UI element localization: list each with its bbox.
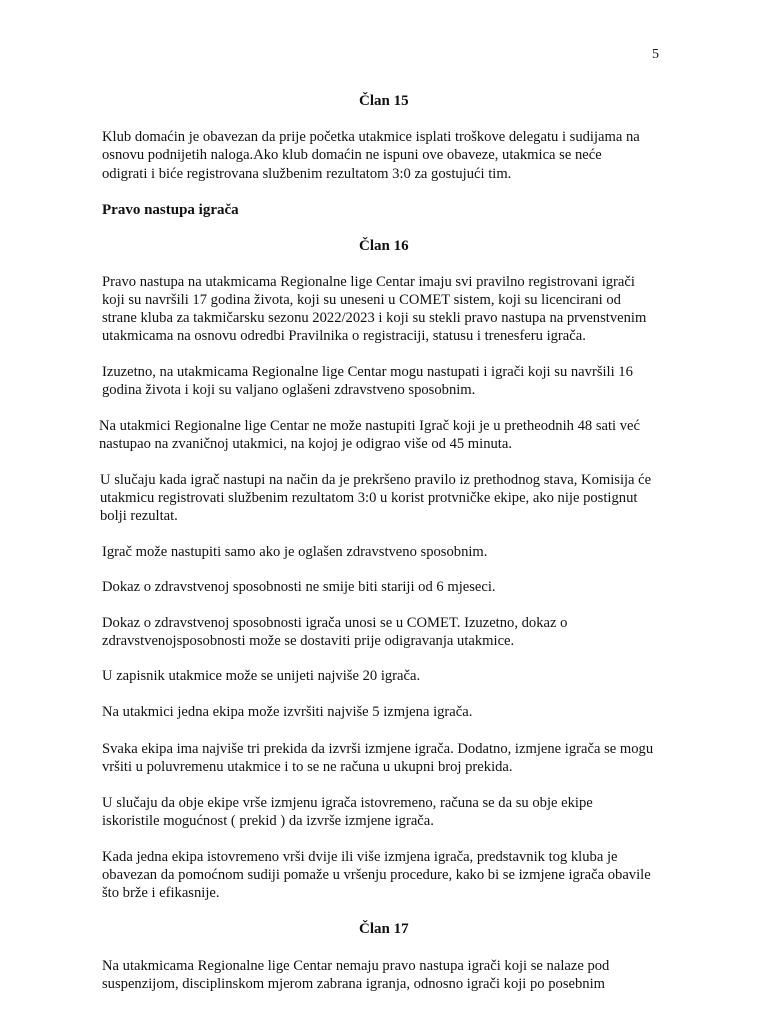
paragraph-line: Kada jedna ekipa istovremeno vrši dvije ili više izmjena igrača, predstavnik tog kluba je (102, 849, 618, 865)
paragraph-line: suspenzijom, disciplinskom mjerom zabrana igranja, odnosno igrači koji po posebnim (102, 976, 605, 992)
paragraph-line: osnovu podnijetih naloga.Ako klub domaćin ne ispuni ove obaveze, utakmica se neće (102, 147, 602, 163)
paragraph-line: Na utakmicama Regionalne lige Centar nemaju pravo nastupa igrači koji se nalaze pod (102, 958, 610, 974)
paragraph-line: što brže i efikasnije. (102, 885, 220, 901)
paragraph-line: godina života i koji su valjano oglašeni zdravstveno sposobnim. (102, 382, 476, 398)
paragraph-line: Dokaz o zdravstvenoj sposobnosti igrača unosi se u COMET. Izuzetno, dokaz o (102, 615, 568, 631)
section-heading: Pravo nastupa igrača (102, 202, 239, 218)
page-number: 5 (652, 47, 659, 62)
paragraph-line: koji su navršili 17 godina života, koji su uneseni u COMET sistem, koji su licencirani od (102, 292, 621, 308)
article-16-heading: Član 16 (359, 238, 409, 254)
paragraph-line: U zapisnik utakmice može se unijeti najviše 20 igrača. (102, 668, 421, 684)
paragraph-line: Dokaz o zdravstvenoj sposobnosti ne smije biti stariji od 6 mjeseci. (102, 579, 496, 595)
paragraph-line: Na utakmici Regionalne lige Centar ne može nastupiti Igrač koji je u pretheodnih 48 sati već (99, 418, 641, 434)
paragraph-line: Izuzetno, na utakmicama Regionalne lige Centar mogu nastupati i igrači koji su navršili 16 (102, 364, 633, 380)
paragraph-line: vršiti u poluvremenu utakmice i to se ne računa u ukupni broj prekida. (102, 759, 513, 775)
paragraph-line: Pravo nastupa na utakmicama Regionalne lige Centar imaju svi pravilno registrovani igrači (102, 274, 635, 290)
paragraph-line: utakmicama na osnovu odredbi Pravilnika o registraciji, statusu i trenesferu igrača. (102, 328, 586, 344)
paragraph-line: Na utakmici jedna ekipa može izvršiti najviše 5 izmjena igrača. (102, 704, 473, 720)
paragraph-line: odigrati i biće registrovana službenim rezultatom 3:0 za gostujući tim. (102, 166, 512, 182)
paragraph-line: zdravstvenojsposobnosti može se dostaviti prije odigravanja utakmice. (102, 633, 515, 649)
paragraph-line: U slučaju kada igrač nastupi na način da je prekršeno pravilo iz prethodnog stava, Komisija će (100, 472, 652, 488)
paragraph-line: Svaka ekipa ima najviše tri prekida da izvrši izmjene igrača. Dodatno, izmjene igrača se mogu (102, 741, 654, 757)
paragraph-line: utakmicu registrovati službenim rezultatom 3:0 u korist protvničke ekipe, ako nije postignut (100, 490, 638, 506)
paragraph-line: iskoristile mogućnost ( prekid ) da izvrše izmjene igrača. (102, 813, 434, 829)
article-17-heading: Član 17 (359, 921, 409, 937)
paragraph-line: strane kluba za takmičarsku sezonu 2022/2023 i koji su stekli pravo nastupa na prvenstvenim (102, 310, 647, 326)
article-15-heading: Član 15 (359, 93, 409, 109)
paragraph-line: nastupao na zvaničnoj utakmici, na kojoj je odigrao više od 45 minuta. (99, 436, 512, 452)
paragraph-line: Igrač može nastupiti samo ako je oglašen zdravstveno sposobnim. (102, 544, 488, 560)
paragraph-line: Klub domaćin je obavezan da prije početka utakmice isplati troškove delegatu i sudijama na (102, 129, 640, 145)
paragraph-line: U slučaju da obje ekipe vrše izmjenu igrača istovremeno, računa se da su obje ekipe (102, 795, 593, 811)
paragraph-line: obavezan da pomoćnom sudiji pomaže u vršenju procedure, kako bi se izmjene igrača obavile (102, 867, 651, 883)
paragraph-line: bolji rezultat. (100, 508, 178, 524)
